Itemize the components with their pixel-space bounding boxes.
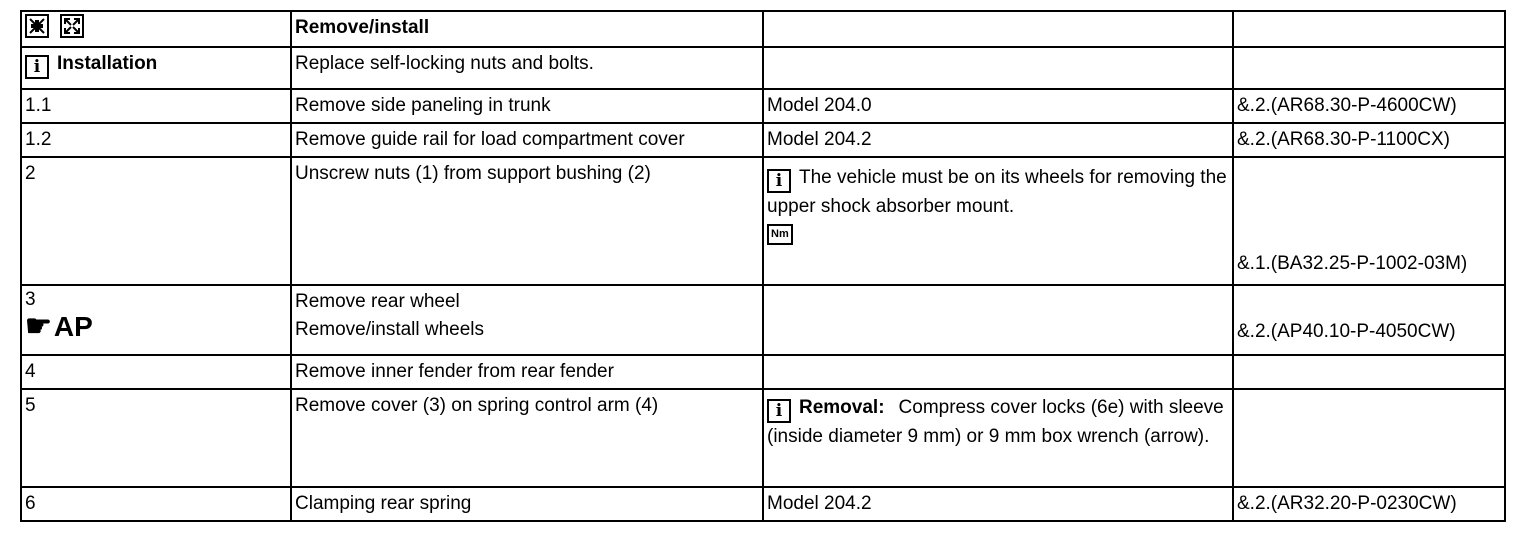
- table-row: [21, 487, 1505, 521]
- header-empty-cell: [1233, 11, 1505, 47]
- step-action: Remove cover (3) on spring control arm (4): [291, 389, 763, 487]
- step-note: Model 204.0: [763, 89, 1233, 123]
- step-action: Remove side paneling in trunk: [291, 89, 763, 123]
- step-reference-cell: [1233, 157, 1505, 285]
- step-reference: [1233, 355, 1505, 389]
- step-note: [763, 285, 1233, 355]
- ap-label: AP: [53, 311, 93, 342]
- step-reference-link[interactable]: &.2.(AP40.10-P-4050CW): [1237, 321, 1456, 342]
- step-note: [763, 355, 1233, 389]
- step-action: Remove guide rail for load compartment cover: [291, 123, 763, 157]
- step-action: Remove inner fender from rear fender: [291, 355, 763, 389]
- table-row: [21, 89, 1505, 123]
- step-number: 6: [21, 487, 291, 521]
- step-reference-cell: [1233, 285, 1505, 355]
- step-note-cell: [763, 157, 1233, 285]
- table-row: [21, 123, 1505, 157]
- step-reference: [1233, 389, 1505, 487]
- procedure-table: [20, 10, 1506, 522]
- step-number-cell: [21, 285, 291, 355]
- ap-link[interactable]: [25, 312, 93, 342]
- step-note: Model 204.2: [763, 487, 1233, 521]
- table-row-header: [21, 11, 1505, 47]
- table-row: [21, 285, 1505, 355]
- step-number: 2: [21, 157, 291, 285]
- step-note-cell: [763, 389, 1233, 487]
- install-icon: [60, 14, 84, 38]
- pointing-hand-icon: ☛: [25, 310, 52, 343]
- installation-text: Replace self-locking nuts and bolts.: [291, 47, 763, 89]
- step-reference-link[interactable]: &.2.(AR68.30-P-4600CW): [1233, 89, 1505, 123]
- step-number: 4: [21, 355, 291, 389]
- installation-cell: [21, 47, 291, 89]
- step-reference-link[interactable]: &.2.(AR68.30-P-1100CX): [1233, 123, 1505, 157]
- header-icons-cell: [21, 11, 291, 47]
- header-title: Remove/install: [291, 11, 763, 47]
- step-action: Clamping rear spring: [291, 487, 763, 521]
- table-row: [21, 355, 1505, 389]
- step-action-link[interactable]: Remove/install wheels: [295, 319, 485, 340]
- step-number: 3: [25, 289, 36, 310]
- info-icon: i: [767, 399, 791, 423]
- step-note: The vehicle must be on its wheels for removing the upper shock absorber mount.: [767, 167, 1227, 217]
- step-action-cell: [291, 285, 763, 355]
- step-reference-link[interactable]: &.1.(BA32.25-P-1002-03M): [1237, 253, 1468, 274]
- header-empty-cell: [763, 11, 1233, 47]
- step-reference-link[interactable]: &.2.(AR32.20-P-0230CW): [1233, 487, 1505, 521]
- installation-label: Installation: [57, 53, 158, 74]
- table-row-installation: [21, 47, 1505, 89]
- step-note: Compress cover locks (6e) with sleeve (inside diameter 9 mm) or 9 mm box wrench (arrow).: [767, 397, 1224, 447]
- torque-icon[interactable]: Nm: [767, 224, 793, 245]
- info-icon: i: [25, 55, 49, 79]
- table-row: [21, 157, 1505, 285]
- step-note-label: Removal:: [799, 397, 885, 418]
- step-number: 5: [21, 389, 291, 487]
- info-icon: i: [767, 169, 791, 193]
- table-row: [21, 389, 1505, 487]
- empty-cell: [763, 47, 1233, 89]
- remove-icon: [25, 14, 49, 38]
- step-note: Model 204.2: [763, 123, 1233, 157]
- step-number: 1.2: [21, 123, 291, 157]
- step-number: 1.1: [21, 89, 291, 123]
- step-action: Remove rear wheel: [295, 291, 460, 312]
- step-action: Unscrew nuts (1) from support bushing (2): [291, 157, 763, 285]
- empty-cell: [1233, 47, 1505, 89]
